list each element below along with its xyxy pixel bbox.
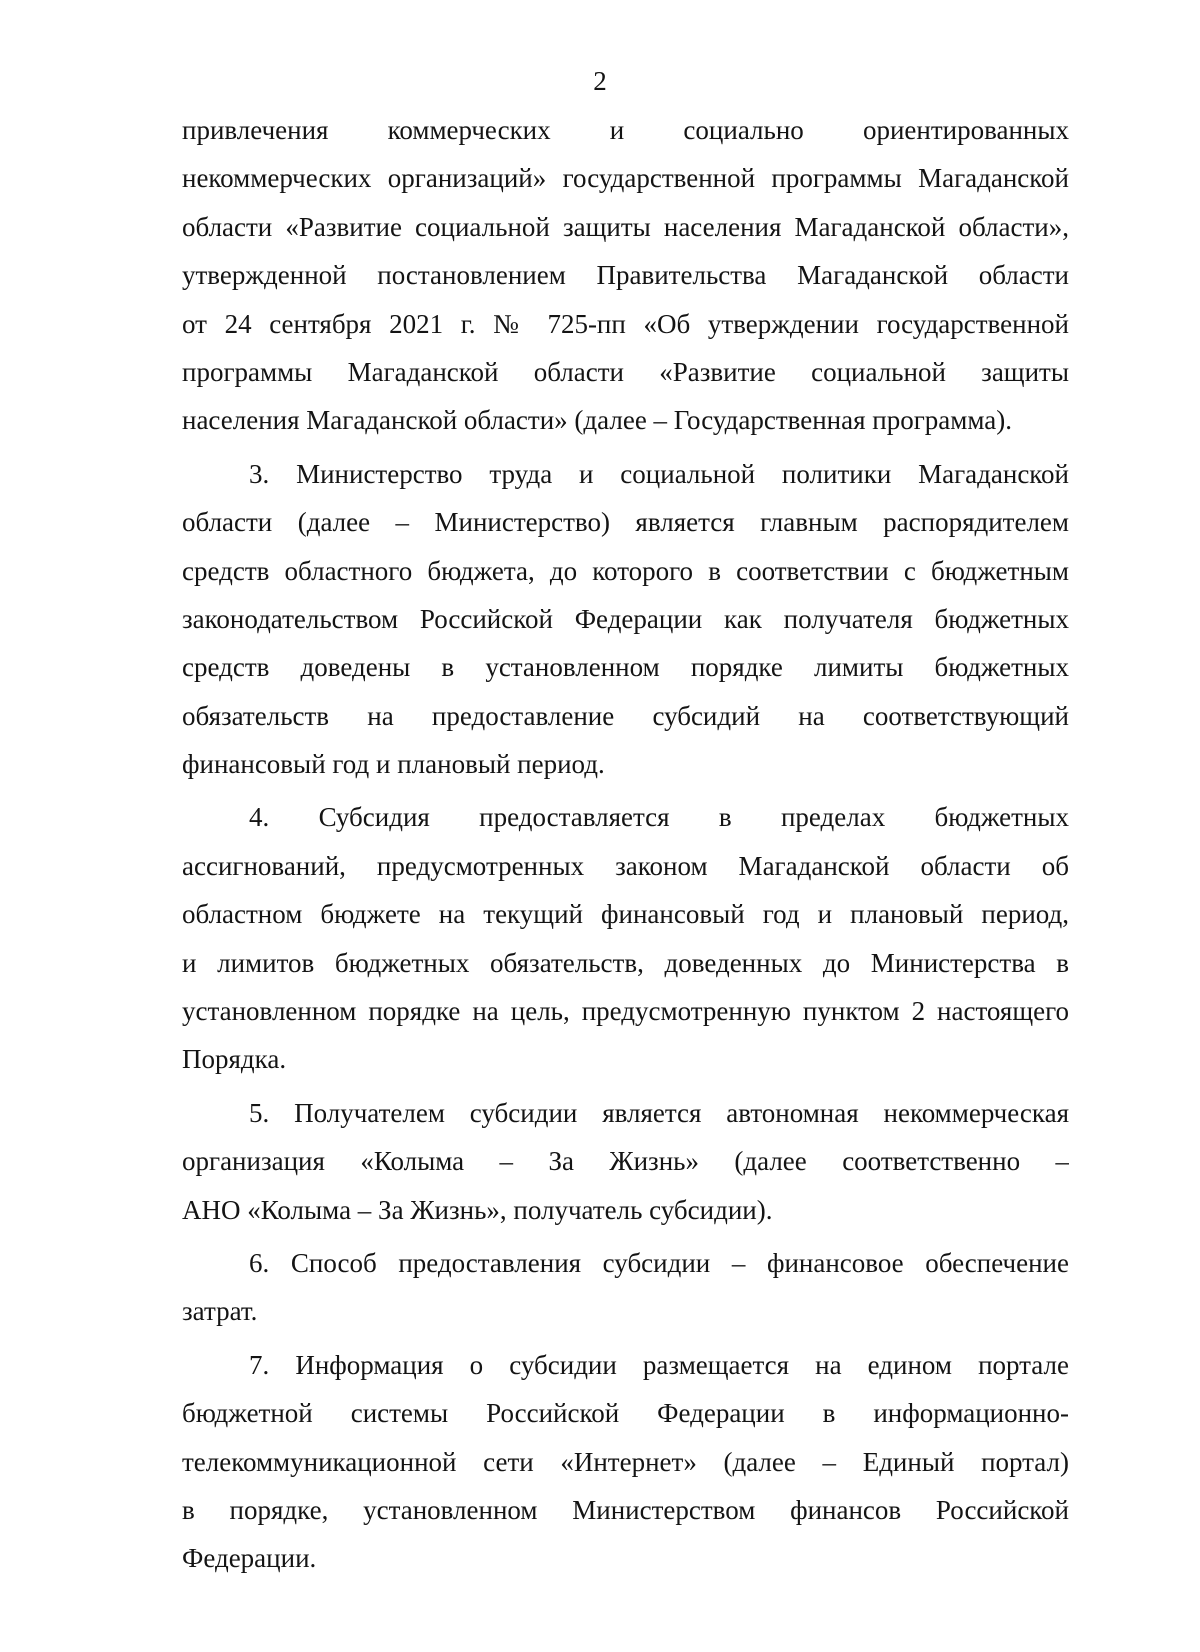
text-line: финансовый год и плановый период. [182, 749, 605, 780]
text-line: Порядка. [182, 1044, 287, 1075]
text-line: законодательством Российской Федерации как получателя бюджетных [182, 603, 1069, 634]
page-number: 2 [593, 66, 607, 96]
text-line: бюджетной системы Российской Федерации в информационно- [182, 1398, 1069, 1429]
text-line: затрат. [182, 1296, 258, 1327]
text-line: 7. Информация о субсидии размещается на едином портале [249, 1349, 1069, 1380]
text-line: от 24 сентября 2021 г. № 725-пп «Об утверждении государственной [182, 308, 1069, 339]
text-line: обязательств на предоставление субсидий на соответствующий [182, 700, 1069, 731]
text-line: программы Магаданской области «Развитие социальной защиты [182, 356, 1069, 387]
text-line: АНО «Колыма – За Жизнь», получатель субсидии). [182, 1194, 773, 1225]
text-line: ассигнований, предусмотренных законом Магаданской области об [182, 850, 1069, 881]
text-line: 5. Получателем субсидии является автономная некоммерческая [249, 1097, 1069, 1128]
paragraph-p5 [182, 1089, 1069, 1234]
document-body [182, 106, 1069, 1588]
text-line: утвержденной постановлением Правительства Магаданской области [182, 260, 1069, 291]
text-line: и лимитов бюджетных обязательств, доведенных до Министерства в [182, 947, 1069, 978]
paragraph-p7 [182, 1341, 1069, 1583]
text-line: 4. Субсидия предоставляется в пределах бюджетных [249, 802, 1069, 833]
text-line: установленном порядке на цель, предусмотренную пунктом 2 настоящего [182, 996, 1069, 1027]
paragraph-p6 [182, 1239, 1069, 1336]
paragraph-p-cont [182, 106, 1069, 445]
paragraph-p4 [182, 793, 1069, 1083]
text-line: областном бюджете на текущий финансовый год и плановый период, [182, 899, 1069, 930]
text-line: 6. Способ предоставления субсидии – финансовое обеспечение [249, 1247, 1069, 1278]
text-line: 3. Министерство труда и социальной политики Магаданской [249, 458, 1069, 489]
text-line: средств доведены в установленном порядке лимиты бюджетных [182, 652, 1069, 683]
text-line: области (далее – Министерство) является главным распорядителем [182, 507, 1069, 538]
text-line: телекоммуникационной сети «Интернет» (далее – Единый портал) [182, 1446, 1069, 1477]
text-line: населения Магаданской области» (далее – Государственная программа). [182, 405, 1012, 436]
text-line: привлечения коммерческих и социально ориентированных [182, 115, 1069, 145]
text-line: Федерации. [182, 1543, 317, 1574]
text-line: средств областного бюджета, до которого в соответствии с бюджетным [182, 555, 1069, 586]
text-line: организация «Колыма – За Жизнь» (далее соответственно – [182, 1146, 1069, 1177]
text-line: некоммерческих организаций» государственной программы Магаданской [182, 163, 1069, 194]
paragraph-p3 [182, 450, 1069, 789]
text-line: в порядке, установленном Министерством финансов Российской [182, 1494, 1069, 1525]
text-line: области «Развитие социальной защиты населения Магаданской области», [182, 211, 1069, 242]
